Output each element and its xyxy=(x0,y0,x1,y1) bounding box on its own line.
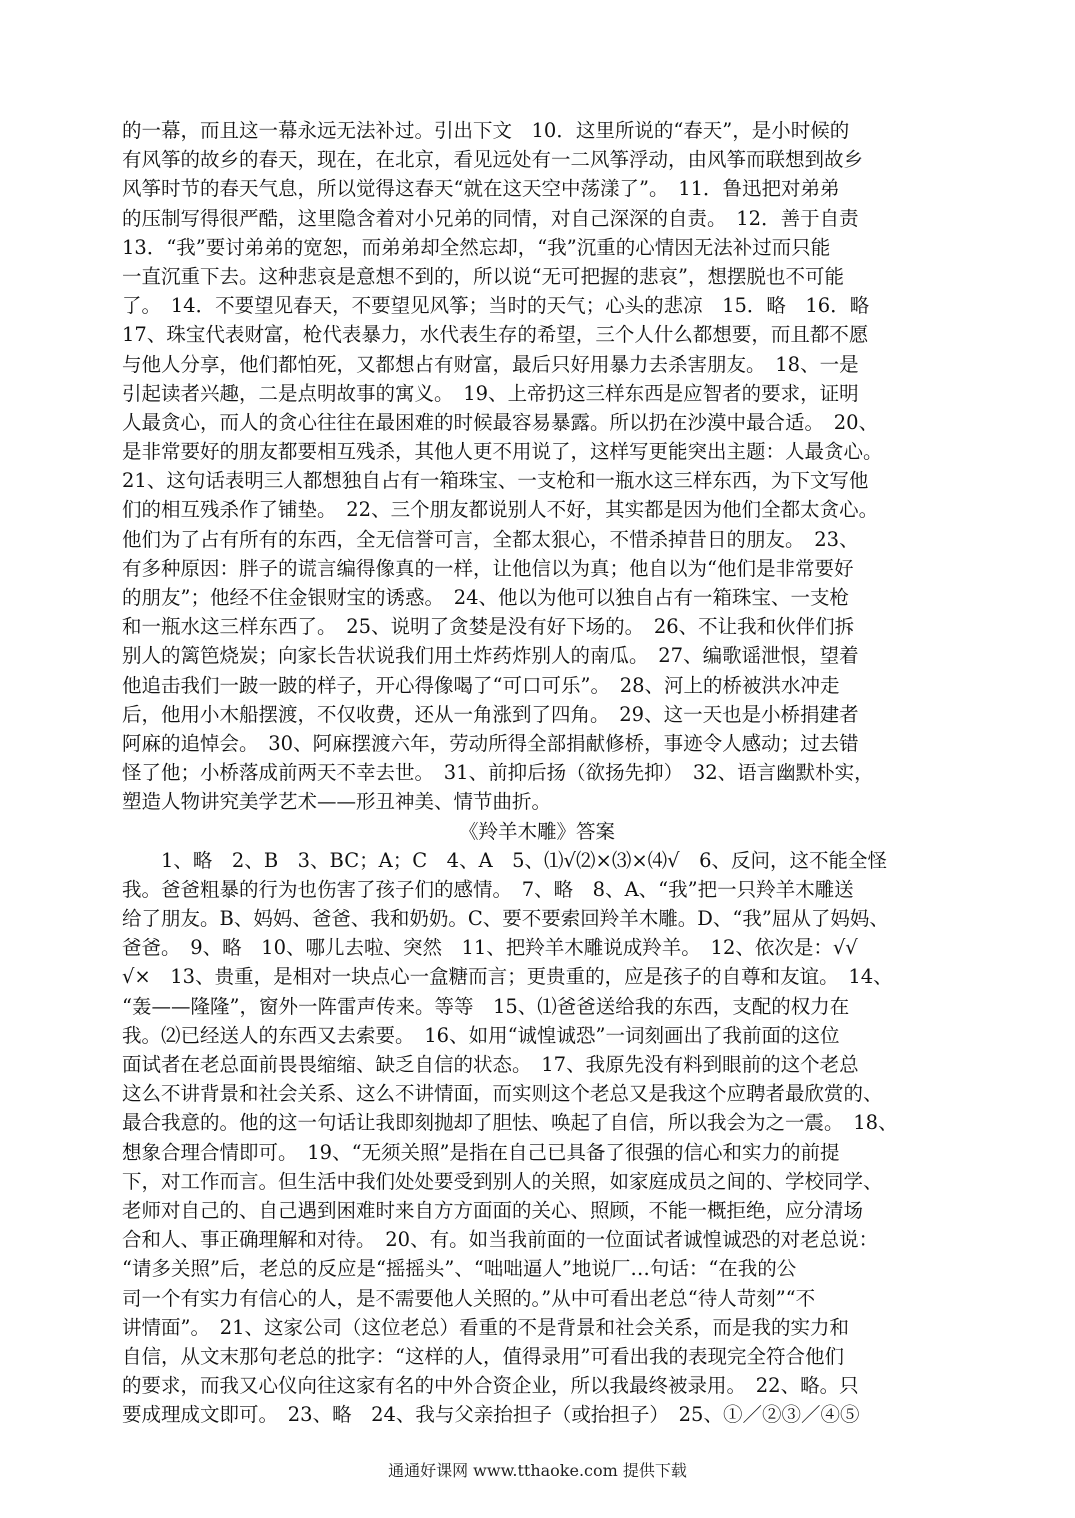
text-line: 引起读者兴趣，二是点明故事的寓义。 19、上帝扔这三样东西是应智者的要求，证明 xyxy=(122,381,859,405)
text-line: 21、这句话表明三人都想独自占有一箱珠宝、一支枪和一瓶水这三样东西，为下文写他 xyxy=(122,469,869,493)
text-line: 一直沉重下去。这种悲哀是意想不到的，所以说“无可把握的悲哀”，想摆脱也不可能 xyxy=(122,264,844,288)
text-line: 13．“我”要讨弟弟的宽恕，而弟弟却全然忘却，“我”沉重的心情因无法补过而只能 xyxy=(122,235,831,259)
text-line: 他们为了占有所有的东西，全无信誉可言，全都太狠心，不惜杀掉昔日的朋友。 23、 xyxy=(122,527,859,551)
text-line: 怪了他；小桥落成前两天不幸去世。 31、前抑后扬（欲扬先抑） 32、语言幽默朴实， xyxy=(122,761,874,785)
text-line: “轰——隆隆”，窗外一阵雷声传来。等等 15、⑴爸爸送给我的东西，支配的权力在 xyxy=(122,994,850,1018)
text-line: 有风筝的故乡的春天，现在，在北京，看见远处有一二风筝浮动，由风筝而联想到故乡 xyxy=(122,148,864,172)
text-line: √× 13、贵重，是相对一块点心一盒糖而言；更贵重的，应是孩子的自尊和友谊。 14、 xyxy=(122,965,893,989)
text-line: 司一个有实力有信心的人，是不需要他人关照的。”从中可看出老总“待人苛刻”“不 xyxy=(122,1286,816,1310)
text-line: 下，对工作而言。但生活中我们处处要受到别人的关照，如家庭成员之间的、学校同学、 xyxy=(122,1169,883,1193)
text-line: 有多种原因：胖子的谎言编得像真的一样，让他信以为真；他自以为“他们是非常要好 xyxy=(122,556,854,580)
text-line: 风筝时节的春天气息，所以觉得这春天“就在这天空中荡漾了”。 11．鲁迅把对弟弟 xyxy=(122,177,840,201)
text-line: 要成理成文即可。 23、略 24、我与父亲抬担子（或抬担子） 25、①／②③／④⑤ xyxy=(122,1403,860,1427)
text-line: 我。爸爸粗暴的行为也伤害了孩子们的感情。 7、略 8、A、“我”把一只羚羊木雕送 xyxy=(122,877,854,901)
text-line: 人最贪心，而人的贪心往往在最困难的时候最容易暴露。所以扔在沙漠中最合适。 20、 xyxy=(122,410,879,434)
text-line: 阿麻的追悼会。 30、阿麻摆渡六年，劳动所得全部捐献修桥，事迹令人感动；过去错 xyxy=(122,731,859,755)
text-line: 我。⑵已经送人的东西又去索要。 16、如用“诚惶诚恐”一词刻画出了我前面的这位 xyxy=(122,1023,840,1047)
text-line: 们的相互残杀作了铺垫。 22、三个朋友都说别人不好，其实都是因为他们全都太贪心。 xyxy=(122,498,879,522)
text-line: 塑造人物讲究美学艺术——形丑神美、情节曲折。 xyxy=(122,790,552,814)
answer-body-text xyxy=(122,116,952,1429)
text-line: 了。 14．不要望见春天，不要望见风筝；当时的天气；心头的悲凉 15．略 16．略 xyxy=(122,294,870,318)
text-line: 想象合理合情即可。 19、“无须关照”是指在自己已具备了很强的信心和实力的前提 xyxy=(122,1140,840,1164)
text-line: 自信，从文末那句老总的批字：“这样的人，值得录用”可看出我的表现完全符合他们 xyxy=(122,1344,844,1368)
section-heading: 《羚羊木雕》答案 xyxy=(458,819,615,843)
text-line: 面试者在老总面前畏畏缩缩、缺乏自信的状态。 17、我原先没有料到眼前的这个老总 xyxy=(122,1053,859,1076)
text-line: 最合我意的。他的这一句话让我即刻抛却了胆怯、唤起了自信，所以我会为之一震。 18、 xyxy=(122,1111,898,1135)
text-line: 这么不讲背景和社会关系、这么不讲情面，而实则这个老总又是我这个应聘者最欣赏的、 xyxy=(122,1082,883,1106)
page-footer: 通通好课网 www.tthaoke.com 提供下载 xyxy=(388,1461,687,1480)
text-line: 的压制写得很严酷，这里隐含着对小兄弟的同情，对自己深深的自责。 12．善于自责 xyxy=(122,206,859,230)
text-line: 和一瓶水这三样东西了。 25、说明了贪婪是没有好下场的。 26、不让我和伙伴们拆 xyxy=(122,615,855,639)
text-line: 的一幕，而且这一幕永远无法补过。引出下文 10．这里所说的“春天”，是小时候的 xyxy=(122,119,850,142)
text-line: 给了朋友。B、妈妈、爸爸、我和奶奶。C、要不要索回羚羊木雕。D、“我”屈从了妈妈、 xyxy=(122,907,889,931)
text-line: “请多关照”后，老总的反应是“摇摇头”、“咄咄逼人”地说厂…句话：“在我的公 xyxy=(122,1257,797,1281)
text-line: 与他人分享，他们都怕死，又都想占有财富，最后只好用暴力去杀害朋友。 18、一是 xyxy=(122,352,859,376)
text-line: 别人的篱笆烧炭；向家长告状说我们用土炸药炸别人的南瓜。 27、编歌谣泄恨，望着 xyxy=(122,644,859,668)
text-line: 他追击我们一跛一跛的样子，开心得像喝了“可口可乐”。 28、河上的桥被洪水冲走 xyxy=(122,673,840,697)
text-line: 的要求，而我又心仪向往这家有名的中外合资企业，所以我最终被录用。 22、略。只 xyxy=(122,1374,859,1398)
text-line: 爸爸。 9、略 10、哪儿去啦、突然 11、把羚羊木雕说成羚羊。 12、依次是：√√ xyxy=(122,936,858,960)
text-line: 老师对自己的、自己遇到困难时来自方方面面的关心、照顾，不能一概拒绝，应分清场 xyxy=(122,1198,864,1222)
text-line: 1、略 2、B 3、BC；A；C 4、A 5、⑴√⑵×⑶×⑷√ 6、反问，这不能全怪 xyxy=(122,848,887,872)
text-line: 是非常要好的朋友都要相互残杀，其他人更不用说了，这样写更能突出主题：人最贪心。 xyxy=(122,440,883,464)
text-line: 的朋友”；他经不住金银财宝的诱惑。 24、他以为他可以独自占有一箱珠宝、一支枪 xyxy=(122,586,850,609)
text-line: 合和人、事正确理解和对待。 20、有。如当我前面的一位面试者诚惶诚恐的对老总说： xyxy=(122,1228,879,1252)
text-line: 后，他用小木船摆渡，不仅收费，还从一角涨到了四角。 29、这一天也是小桥捐建者 xyxy=(122,702,859,726)
text-line: 讲情面”。 21、这家公司（这位老总）看重的不是背景和社会关系，而是我的实力和 xyxy=(122,1315,850,1339)
text-line: 17、珠宝代表财富，枪代表暴力，水代表生存的希望，三个人什么都想要，而且都不愿 xyxy=(122,323,869,347)
